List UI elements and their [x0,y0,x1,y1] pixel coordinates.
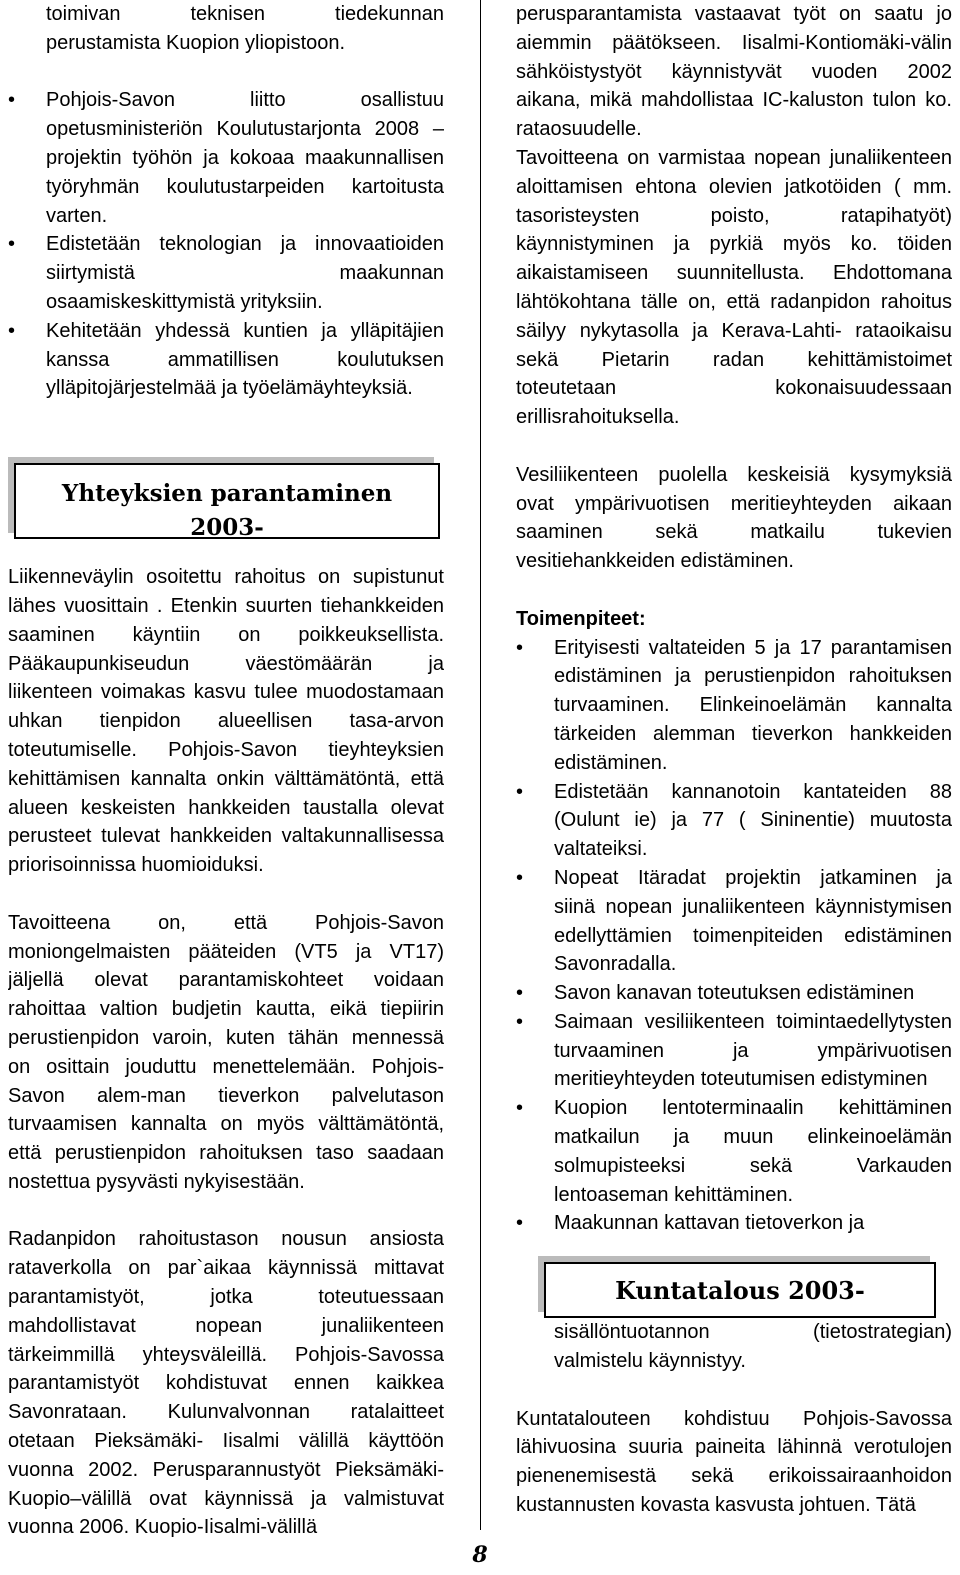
list-item [516,1209,952,1238]
text-line: erillisrahoituksella. [516,406,680,429]
text-line: (Oulunt ie) ja 77 ( Sininentie) muutosta [554,809,952,832]
text-line: osaamiskeskittymistä yrityksiin. [46,290,323,313]
education-bullets [8,86,444,403]
text-line: Nopeat Itäradat projektin jatkaminen ja [554,866,952,889]
text-line: varten. [46,204,108,227]
spacer [8,58,444,87]
text-line: lähivuosina suuria paineita lähinnä verotulojen [516,1436,952,1459]
text-line: Tavoitteena on varmistaa nopean junaliikenteen [516,146,952,169]
text-line: lähes vuosittain . Etenkin suurten tiehankkeiden [8,594,444,617]
column-divider [480,0,481,1530]
text-line: rahoittaa valtion budjetin kautta, eikä tiepiirin [8,998,444,1021]
text-line: Vesiliikenteen puolella keskeisiä kysymyksiä [516,463,952,486]
text-line: moniongelmaisten pääteiden (VT5 ja VT17) [8,940,444,963]
section-heading-yhteyksien [14,463,440,542]
text-line: Savonradalla. [554,953,677,976]
text-line: Edistetään teknologian ja innovaatioiden [46,233,444,256]
text-line: priorisoinnissa huomioiduksi. [8,854,264,877]
bullet-icon: • [516,982,524,1005]
bullet-icon: • [516,1097,524,1120]
text-line: alueen keskeisten hankkeiden taustalla olevat [8,796,444,819]
text-line: Savon kanavan toteutuksen edistäminen [554,982,915,1005]
heading-line: Yhteyksien parantaminen [61,480,393,508]
text-line: matkailun ja muun elinkeinoelämän [554,1126,952,1149]
bullet-icon: • [516,866,524,889]
text-line: aikaistamiseen suunnitellusta. Ehdottomana [516,262,952,285]
bullet-icon: • [8,89,16,112]
list-item [516,1094,952,1209]
text-line: käynnistyminen ja pyrkiä myös ko. töiden [516,233,952,256]
text-line: solmupisteeksi sekä Varkauden [554,1154,952,1177]
text-line: kehittämisen kannalta onkin välttämätöntä, että [8,767,444,790]
list-item [516,634,952,778]
text-line: lähtökohtana tälle on, että radanpidon rahoitus [516,290,952,313]
list-item [8,317,444,403]
measures-list [516,634,952,1239]
text-line: edistäminen ja perustienpidon rahoituksen [554,665,952,688]
section-heading-kuntatalous: Kuntatalous 2003- [544,1262,936,1318]
text-line: saaminen sekä matkailu tukevien [516,521,952,544]
heading-line: 2003- [190,514,264,542]
text-line: projektin työhön ja kokoaa maakunnallisen [46,146,444,169]
list-item [516,864,952,979]
text-line: Kuopio–välillä ovat käynnissä ja valmistuvat [8,1487,444,1510]
text-line: Savon alem-man tieverkon palvelutason [8,1084,444,1107]
text-line: Erityisesti valtateiden 5 ja 17 parantamisen [554,636,952,659]
text-line: perustamista Kuopion yliopistoon. [46,31,346,54]
list-item [8,86,444,230]
spacer [516,432,952,461]
paragraph-railway [8,1225,444,1542]
text-line: aloittamisen ehtona olevien jatkotöiden ( mm. [516,175,952,198]
text-line: Pohjois-Savon liitto osallistuu [46,89,444,112]
text-line: opetusministeriön Koulutustarjonta 2008 – [46,118,444,141]
text-line: saaminen käyntiin on poikkeuksellista. [8,623,444,646]
text-line: turvaaminen ja ympärivuotisen [554,1039,952,1062]
paragraph-railway-cont [516,0,952,432]
text-line: edellyttämien toimenpiteiden edistäminen [554,924,952,947]
text-line: Tavoitteena on, että Pohjois-Savon [8,911,444,934]
text-line: tasoristeysten poisto, ratapihatyöt) [516,204,952,227]
text-line: Kuntatalouteen kohdistuu Pohjois-Savossa [516,1407,952,1430]
text-line: liikenteen voimakas kasvu tulee muodostamaan [8,681,444,704]
text-line: perustienpidon varoin, kuten tähän mennessä [8,1026,444,1049]
right-column [516,0,952,1520]
text-line: parantamistyöt, jotka toteutuessaan [8,1286,444,1309]
text-line: Saimaan vesiliikenteen toimintaedellytysten [554,1010,952,1033]
spacer [516,1376,952,1405]
text-line: ylläpitojärjestelmää ja työelämäyhteyksiä. [46,377,413,400]
bullet-icon: • [516,1010,524,1033]
text-line: otetaan Pieksämäki- Iisalmi välillä käyttöön [8,1430,444,1453]
text-line: sekä Pietarin radan kehittämistoimet [516,348,952,371]
text-line: tärkeiden alemman tieverkon hankkeiden [554,722,952,745]
text-line: meritieyhteyden toteutumisen edistyminen [554,1068,928,1091]
paragraph-goals [8,909,444,1197]
text-line: toteutumiselle. Pohjois-Savon tieyhteyksien [8,738,444,761]
text-line: Radanpidon rahoitustason nousun ansiosta [8,1228,444,1251]
text-line: turvaaminen. Elinkeinoelämän kannalta [554,694,952,717]
text-line: valtateiksi. [554,838,648,861]
text-line: työryhmän koulutustarpeiden kartoitusta [46,175,444,198]
text-line: aiemmin päätökseen. Iisalmi-Kontiomäki-välin [516,31,952,54]
spacer [516,576,952,605]
bullet-icon: • [8,319,16,342]
text-line: valmistelu käynnistyy. [554,1350,746,1373]
text-line: jäljellä olevat parantamiskohteet voidaan [8,969,444,992]
text-line: sisällöntuotannon (tietostrategian) [554,1321,952,1344]
paragraph-municipal-economy [516,1405,952,1520]
text-line: Pääkaupunkiseudun väestömäärän ja [8,652,444,675]
text-line: lentoaseman kehittäminen. [554,1183,794,1206]
list-continuation [516,1318,952,1376]
list-item [516,979,952,1008]
text-line: siinä nopean junaliikenteen käynnistymisen [554,895,952,918]
text-line: mahdollistavat nopean junaliikenteen [8,1314,444,1337]
text-line: vesitiehankkeiden edistäminen. [516,550,794,573]
bullet-icon: • [516,780,524,803]
text-line: aikana, mikä mahdollistaa IC-kaluston tulon ko. [516,89,952,112]
text-line: että perustienpidon rahoituksen taso saadaan [8,1142,444,1165]
text-line: Maakunnan kattavan tietoverkon ja [554,1212,865,1235]
text-line: perusparantamista vastaavat työt on saatu jo [516,3,952,25]
text-line: kanssa ammatillisen koulutuksen [46,348,444,371]
text-line: rataverkolla on par`aikaa käynnissä mittavat [8,1257,444,1280]
text-line: säilyy nykytasolla ja Kerava-Lahti- rataoikaisu [516,319,952,342]
text-line: siirtymistä maakunnan [46,262,444,285]
text-line: edistäminen. [554,751,668,774]
text-line: Kehitetään yhdessä kuntien ja ylläpitäjien [46,319,444,342]
text-line: toteutetaan kokonaisuudessaan [516,377,952,400]
left-column [8,0,444,1542]
list-item [516,778,952,864]
text-line: vuonna 2006. Kuopio-Iisalmi-välillä [8,1516,318,1539]
text-line: tärkeimmillä yhteysväleillä. Pohjois-Savossa [8,1343,444,1366]
bullet-icon: • [516,1212,524,1235]
paragraph-funding [8,563,444,880]
text-line: Edistetään kannanotoin kantateiden 88 [554,780,952,803]
text-line: nostettua pysyvästi nykyisestään. [8,1170,305,1193]
text-line: uhkan tienpidon alueellisen tasa-arvon [8,710,444,733]
spacer [8,1197,444,1226]
text-line: on osittain jouduttu menettelemään. Pohjois- [8,1055,444,1078]
text-line: Liikenneväylin osoitettu rahoitus on supistunut [8,566,444,589]
text-line: pienenemisestä sekä erikoissairaanhoidon [516,1465,952,1488]
text-line: parantamistyöt kohdistuvat ennen kaikkea [8,1372,444,1395]
list-item [516,1008,952,1094]
text-line: rataosuudelle. [516,118,642,141]
bullet-icon: • [8,233,16,256]
text-line: Savonrataan. Kulunvalvonnan ratalaitteet [8,1401,444,1424]
text-line: Kuopion lentoterminaalin kehittäminen [554,1097,952,1120]
text-line: ovat ympärivuotisen meritieyhteyden aikaan [516,492,952,515]
text-line: perusteet tulevat hankkeiden valtakunnallisessa [8,825,444,848]
text-line: kustannusten kovasta kasvusta johtuen. Tätä [516,1494,916,1517]
text-line: sähköistystyöt käynnistyvät vuoden 2002 [516,60,952,83]
list-item [8,230,444,316]
bullet-icon: • [516,636,524,659]
text-line: toimivan teknisen tiedekunnan [46,3,444,25]
spacer [8,880,444,909]
page-number: 8 [472,1542,488,1568]
paragraph-waterways [516,461,952,576]
text-line: vuonna 2002. Perusparannustyöt Pieksämäki- [8,1458,444,1481]
text-line: turvaamisen kannalta on myös välttämätöntä, [8,1113,444,1136]
intro-continuation [8,0,444,58]
measures-title: Toimenpiteet: [516,607,646,630]
